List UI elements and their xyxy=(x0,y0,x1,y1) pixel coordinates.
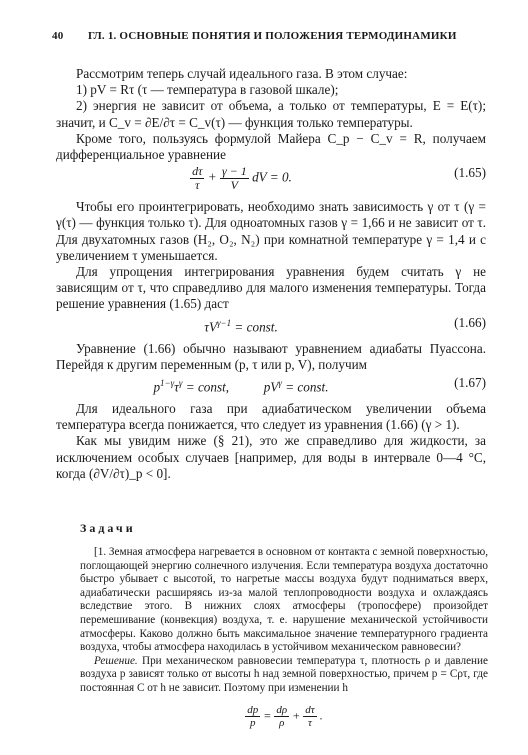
equals-sign: = xyxy=(263,707,275,722)
solution-label: Решение. xyxy=(94,654,138,667)
running-head: ГЛ. 1. ОСНОВНЫЕ ПОНЯТИЯ И ПОЛОЖЕНИЯ ТЕРМОДИНАМИКИ xyxy=(88,30,457,42)
paragraph: Кроме того, пользуясь формулой Майера C_p − C_v = R, получаем дифференциальное уравнение xyxy=(56,130,486,163)
problems-heading-wrap xyxy=(80,520,488,536)
equation-exponent: γ xyxy=(178,378,183,389)
equation-base: τ xyxy=(174,379,179,395)
paragraph: 1) pV = Rτ (τ — температура в газовой шкале); xyxy=(76,82,339,98)
fraction-numerator: dρ xyxy=(276,703,288,716)
fraction-numerator: dτ xyxy=(192,164,203,179)
solution-paragraph xyxy=(80,655,488,696)
fraction-numerator: dτ xyxy=(305,703,315,716)
fraction-denominator: τ xyxy=(195,178,200,193)
plus-sign: + xyxy=(207,169,220,185)
solution-text: При механическом равновесии температура τ, плотность ρ и давление воздуха p зависят только от высоты h над земной поверхностью, причем p = Cρτ, где постоянная C от h не зависит. Поэтому при изменении h xyxy=(80,654,488,694)
paragraph: Для идеального газа при адиабатическом увеличении объема температура всегда понижается, что следует из уравнения (1.66) (γ > 1). xyxy=(56,401,486,433)
solution-equation xyxy=(80,704,488,729)
paragraph: 2) энергия не зависит от объема, а только от температуры, E = E(τ); значит, и C_v = ∂E/∂τ = C_v(τ) — функция только температуры. xyxy=(56,98,486,130)
equation-body xyxy=(56,165,426,192)
fraction xyxy=(274,704,289,729)
fraction-denominator: ρ xyxy=(279,716,285,729)
plus-sign: + xyxy=(292,707,304,722)
problems-text xyxy=(80,546,488,729)
equation-rest: = const. xyxy=(231,319,278,335)
equation-rest: = const, xyxy=(182,379,230,395)
main-text xyxy=(56,66,486,482)
equation-base: p xyxy=(153,379,161,395)
fraction xyxy=(220,165,249,192)
equation-1-66 xyxy=(56,315,486,339)
equation-rest: dV = 0. xyxy=(252,169,292,185)
equation-body xyxy=(56,315,426,336)
page-header xyxy=(52,30,482,50)
paragraph: Уравнение (1.66) обычно называют уравнением адиабаты Пуассона. Перейдя к другим переменным (p, τ или p, V), получим xyxy=(56,340,486,372)
fraction-numerator: γ − 1 xyxy=(221,164,247,179)
equation-exponent: γ−1 xyxy=(217,317,232,328)
equation-number: (1.65) xyxy=(454,165,486,181)
equation-base: pV xyxy=(263,379,279,395)
equation-number: (1.67) xyxy=(454,375,486,391)
paragraph: Для упрощения интегрирования уравнения будем считать γ не зависящим от τ, что справедливо для малого изменения температуры. Тогда решение уравнения (1.65) даст xyxy=(56,264,486,312)
equation-body xyxy=(56,375,426,396)
paragraph: Чтобы его проинтегрировать, необходимо знать зависимость γ от τ (γ = γ(τ) — функция только τ). Для одноатомных газов γ = 1,66 и не зависит от τ. Для двухатомных газов (H₂, O₂, N₂) при комнатной температуре γ = 1,4 и с увеличением τ уменьшается. xyxy=(56,199,486,263)
fraction-denominator: V xyxy=(230,178,239,193)
equation-base: τV xyxy=(204,319,217,335)
page-number: 40 xyxy=(52,30,64,42)
fraction xyxy=(245,704,260,729)
fraction-denominator: p xyxy=(250,716,256,729)
equation-1-67 xyxy=(56,375,486,399)
equation-rest: = const. xyxy=(281,379,329,395)
fraction-numerator: dp xyxy=(247,703,259,716)
paragraph: Рассмотрим теперь случай идеального газа. В этом случае: xyxy=(76,66,408,81)
equation-end: . xyxy=(319,707,323,722)
paragraph: Как мы увидим ниже (§ 21), это же справедливо для жидкости, за исключением особых случаев [например, для воды в интервале 0—4 °C, когда (∂V/∂τ)_p < 0]. xyxy=(56,433,486,481)
section-heading: Задачи xyxy=(80,521,136,535)
equation-exponent: 1−γ xyxy=(160,378,175,389)
problem-paragraph: [1. Земная атмосфера нагревается в основном от контакта с земной поверхностью, поглощающей энергию солнечного излучения. Если температура воздуха достаточно быстро убывает с высотой, то нагретые массы воздуха будут подниматься вверх, адиабатически расширяясь из-за малой теплопроводности воздуха и охлаждаясь вследствие этого. В нижних слоях атмосферы (тропосфере) произойдет перемешивание (конвекция) воздуха, т. е. нарушение механической устойчивости атмосферы. Каково должно быть максимальное значение температурного градиента воздуха, чтобы атмосфера находилась в устойчивом механическом равновесии? xyxy=(80,546,488,654)
fraction-denominator: τ xyxy=(308,716,312,729)
equation-1-65 xyxy=(56,165,486,197)
equation-number: (1.66) xyxy=(454,314,486,330)
fraction xyxy=(190,165,204,192)
equation-exponent: γ xyxy=(278,378,282,389)
fraction xyxy=(303,704,316,729)
